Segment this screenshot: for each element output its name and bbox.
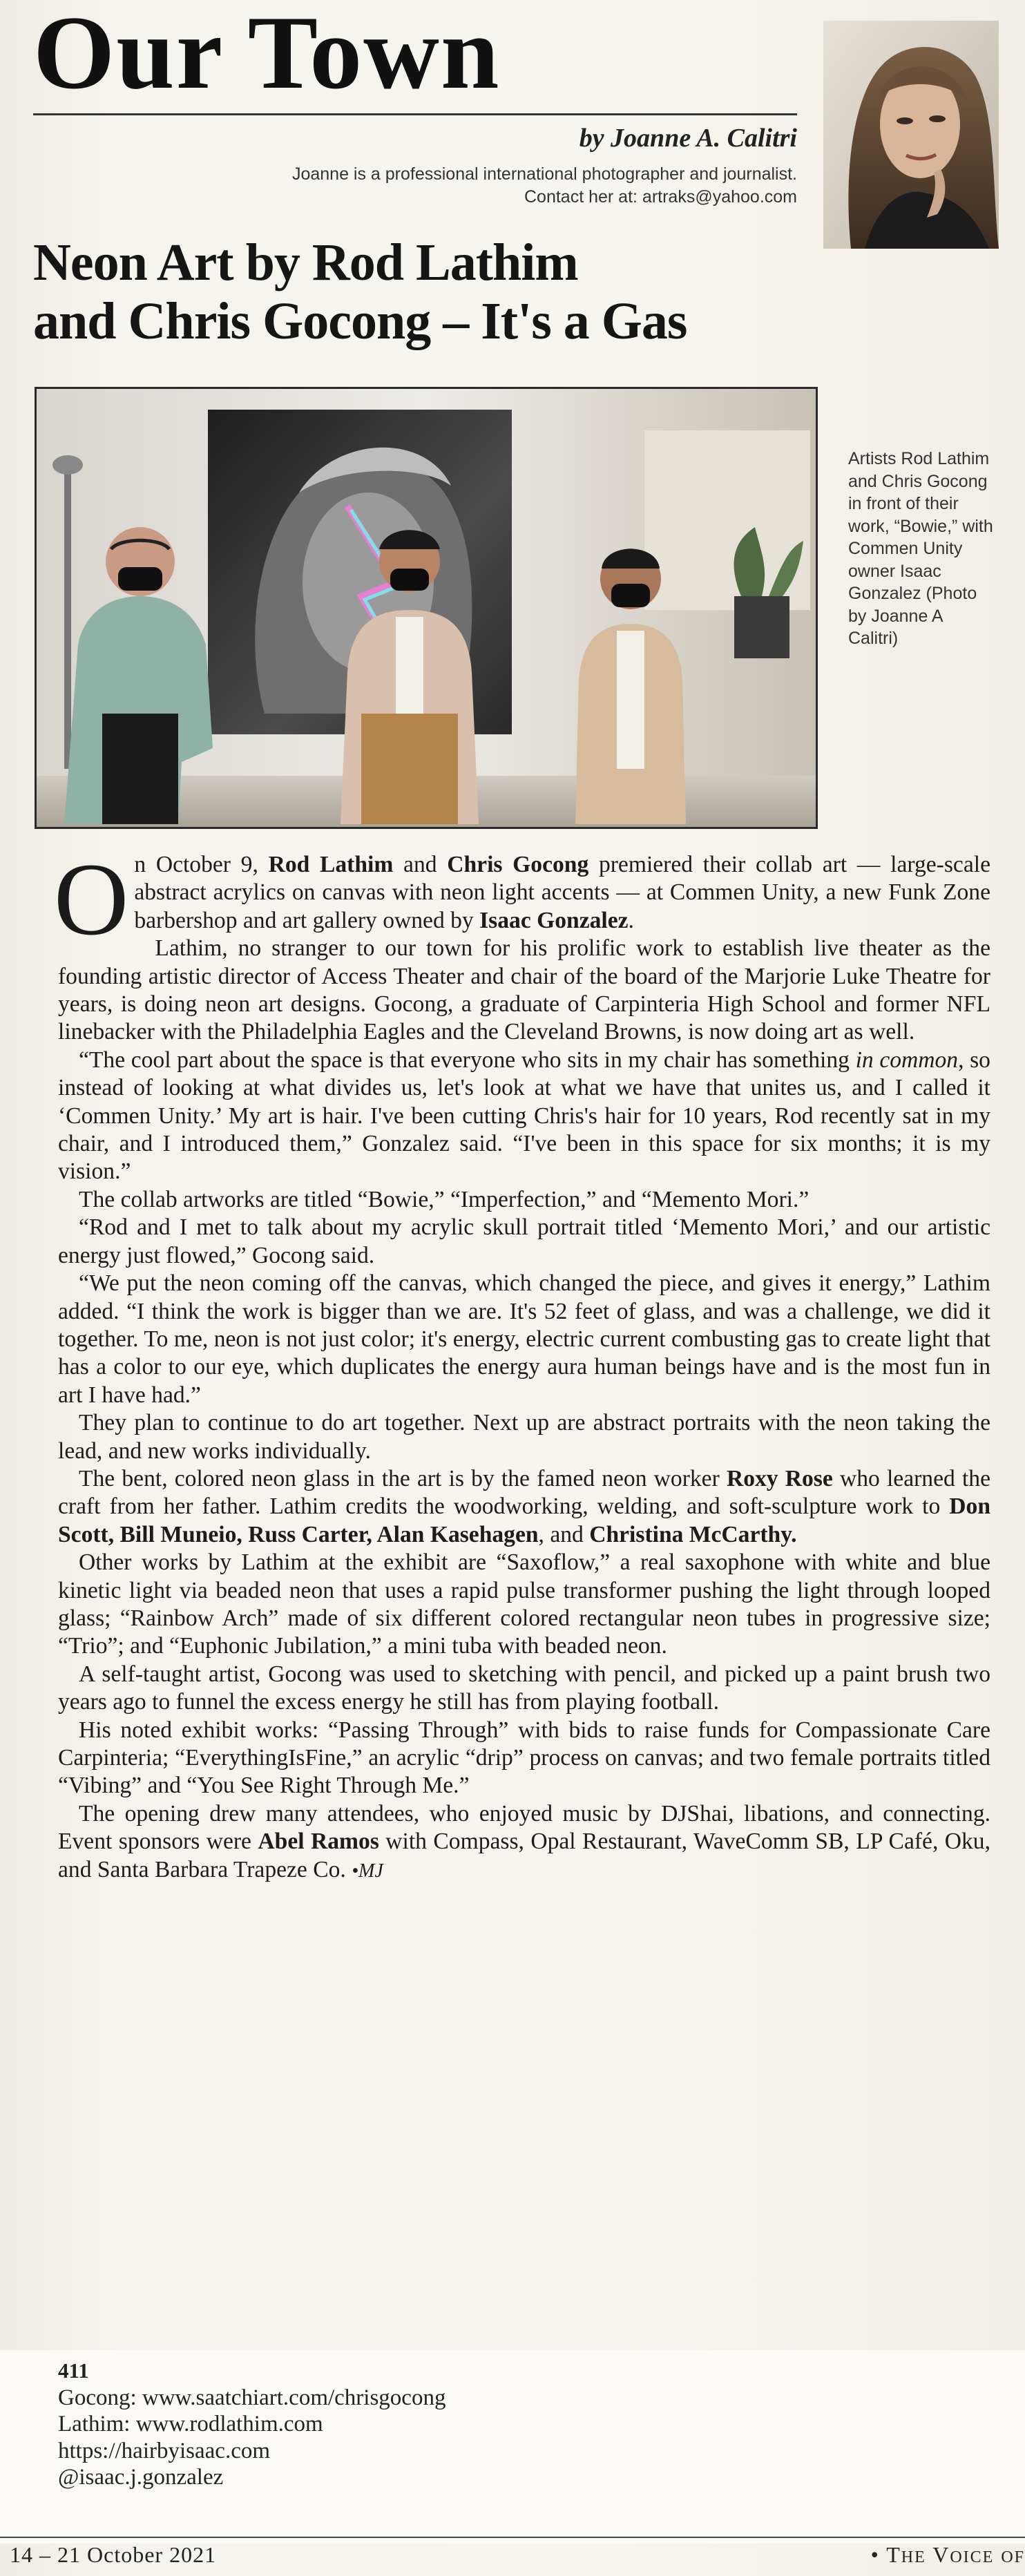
article-paragraph: Other works by Lathim at the exhibit are “Saxoflow,” a real saxophone with white and blue kinetic light via beaded neon that uses a rapid pulse transformer pushing the light through looped glass; “Rainbow Arch” made of six different colored rectangular neon tubes in progressive size; “Trio”; and “Euphonic Jubilation,” a mini tuba with beaded neon.: [58, 1549, 990, 1659]
person-name: Christina McCarthy.: [589, 1521, 797, 1547]
author-bio: [175, 163, 797, 208]
article-paragraph: [58, 1047, 990, 1186]
gallery-photo-image: [37, 389, 816, 827]
article-paragraph: [58, 1465, 990, 1549]
person-name: Roxy Rose: [726, 1465, 833, 1491]
article-paragraph: “Rod and I met to talk about my acrylic skull portrait titled ‘Memento Mori,’ and our artistic energy just flowed,” Gocong said.: [58, 1214, 990, 1268]
link-hairbyisaac[interactable]: https://hairbyisaac.com: [58, 2438, 271, 2463]
text-run: T: [886, 2542, 901, 2567]
person-name: Don Scott, Bill Muneio, Russ Carter, Alan Kasehagen: [58, 1494, 990, 1547]
issue-date: 14 – 21 October 2021: [10, 2542, 217, 2567]
headline-line-2: and Chris Gocong – It's a Gas: [33, 292, 687, 351]
social-handle[interactable]: @isaac.j.gonzalez: [58, 2465, 224, 2490]
author-byline: by Joanne A. Calitri: [579, 124, 797, 153]
headline-line-1: Neon Art by Rod Lathim: [33, 233, 578, 292]
text-run: premiered their collab art — large-scale abstract acrylics on canvas with neon light accents — at Commen Unity, a new Funk Zone barbershop and art gallery owned by: [134, 852, 990, 933]
text-run: The opening drew many attendees, who enjoyed music by DJShai, libations, and connecting. Event sponsors were: [58, 1800, 990, 1855]
person-name: Rod Lathim: [268, 852, 394, 877]
info-links: [58, 2358, 446, 2491]
info-heading: 411: [58, 2358, 89, 2383]
person-name: Isaac Gonzalez: [479, 907, 629, 933]
article-paragraph: The collab artworks are titled “Bowie,” “Imperfection,” and “Memento Mori.”: [79, 1186, 810, 1212]
article-paragraph: His noted exhibit works: “Passing Through” with bids to raise funds for Compassionate Care Carpinteria; “EverythingIsFine,” an acrylic “drip” process on canvas; and two female portraits titled “Vibing” and “You See Right Through Me.”: [58, 1717, 990, 1799]
header-rule: [33, 113, 797, 115]
author-portrait-image: [823, 21, 999, 249]
article-photo: [35, 387, 818, 829]
article-paragraph: [58, 1800, 990, 1885]
person-name: Abel Ramos: [258, 1829, 379, 1855]
text-run: with Compass, Opal Restaurant, WaveComm SB, LP Café, Oku, and Santa Barbara Trapeze Co.: [58, 1829, 990, 1882]
text-run: who learned the craft from her father. Lathim credits the woodworking, welding, and soft-sculpture work to: [58, 1465, 990, 1520]
footer-rule: [0, 2537, 1025, 2538]
text-run: OF: [1001, 2548, 1025, 2566]
photo-caption: Artists Rod Lathim and Chris Gocong in front of their work, “Bowie,” with Commen Unity owner Isaac Gonzalez (Photo by Joanne A Calitri): [848, 449, 993, 648]
article-paragraph: [54, 842, 990, 957]
text-run: and: [393, 852, 448, 877]
article-paragraph: They plan to continue to do art together. Next up are abstract portraits with the neon taking the lead, and new works individually.: [58, 1410, 990, 1464]
author-contact: Contact her at: artraks@yahoo.com: [524, 187, 797, 207]
link-lathim[interactable]: Lathim: www.rodlathim.com: [58, 2412, 323, 2436]
person-name: Chris Gocong: [447, 852, 589, 877]
text-run: n October 9,: [134, 852, 269, 877]
emphasis: in common: [855, 1047, 959, 1073]
text-run: V: [932, 2542, 950, 2567]
bullet: •: [870, 2542, 880, 2567]
text-run: HE: [901, 2548, 926, 2566]
text-run: , so instead of looking at what divides us, let's look at what we have that unites us, and I called it ‘Commen Unity.’ My art is hair. I've been cutting Chris's hair for 10 years, Rod recently sat in my chair, and I introduced them,” Gonzalez said. “I've been in this space for six months; it is my vision.”: [58, 1047, 990, 1185]
text-run: .: [628, 907, 634, 933]
article-headline: [33, 233, 807, 351]
article-paragraph: Lathim, no stranger to our town for his prolific work to establish live theater as the founding artistic director of Access Theater and chair of the board of the Marjorie Luke Theatre for years, is doing neon art designs. Gocong, a graduate of Carpinteria High School and former NFL linebacker with the Philadelphia Eagles and the Cleveland Browns, is now doing art as well.: [58, 935, 990, 1045]
article-body: [54, 842, 990, 1885]
column-title: Our Town: [33, 0, 501, 111]
author-bio-line: Joanne is a professional international photographer and journalist.: [291, 164, 797, 184]
text-run: The bent, colored neon glass in the art is by the famed neon worker: [79, 1465, 727, 1491]
publication-name: [871, 2542, 1025, 2568]
article-paragraph: “We put the neon coming off the canvas, which changed the piece, and gives it energy,” Lathim added. “I think the work is bigger than we are. It's 52 feet of glass, and was a challenge, we did it together. To me, neon is not just color; it's energy, electric current combusting gas to create light that has a color to our eye, which duplicates the energy aura human beings have and is the most fun in art I have had.”: [58, 1270, 990, 1408]
link-gocong[interactable]: Gocong: www.saatchiart.com/chrisgocong: [58, 2385, 446, 2410]
author-photo: [823, 21, 999, 249]
drop-cap: O: [54, 842, 129, 957]
author-initials: •MJ: [352, 1860, 383, 1882]
article-paragraph: A self-taught artist, Gocong was used to sketching with pencil, and picked up a paint brush two years ago to funnel the excess energy he still has from playing football.: [58, 1661, 990, 1715]
text-run: “The cool part about the space is that everyone who sits in my chair has something: [79, 1047, 856, 1073]
text-run: OICE: [950, 2548, 995, 2566]
text-run: , and: [538, 1521, 590, 1547]
